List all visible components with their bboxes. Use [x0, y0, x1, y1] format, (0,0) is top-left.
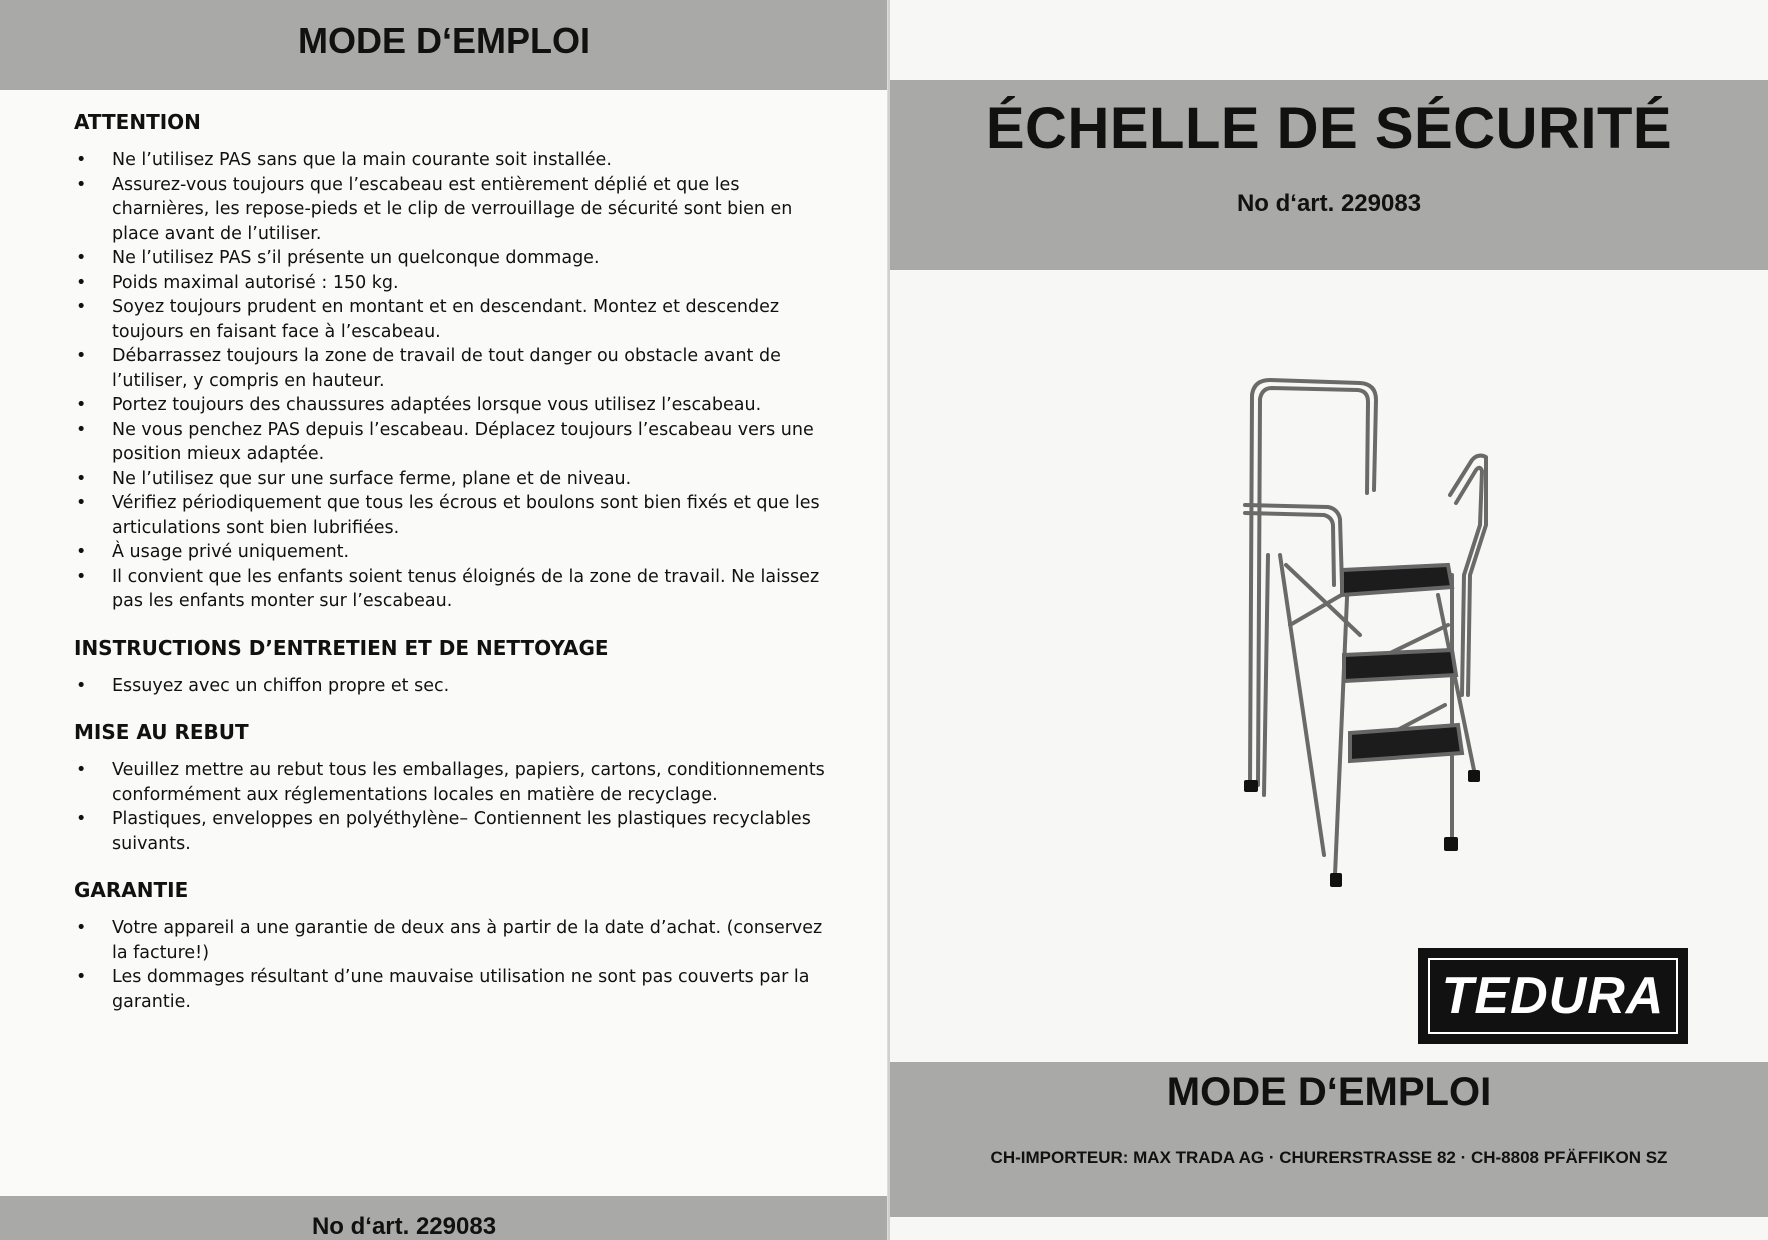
- tedura-logo: [1418, 948, 1688, 1044]
- bullet-list: [70, 148, 830, 614]
- product-title: ÉCHELLE DE SÉCURITÉ: [985, 96, 1673, 161]
- bullet-list: [70, 674, 830, 699]
- importer-address: CH-IMPORTEUR: MAX TRADA AG · CHURERSTRASSE 82 · CH-8808 PFÄFFIKON SZ: [990, 1148, 1668, 1167]
- section: [70, 110, 830, 614]
- section-title: MISE AU REBUT: [74, 720, 249, 744]
- bullet-item: • Votre appareil a une garantie de deux ans à partir de la date d’achat. (conservez la facture!): [70, 916, 830, 965]
- section-title: INSTRUCTIONS D’ENTRETIEN ET DE NETTOYAGE: [74, 635, 609, 660]
- section: [70, 720, 830, 856]
- section-title: ATTENTION: [74, 110, 201, 134]
- left-footer-article-number: No d‘art. 229083: [311, 1213, 497, 1240]
- bottom-title: MODE D‘EMPLOI: [1166, 1070, 1492, 1114]
- bullet-item: • Ne l’utilisez PAS s’il présente un quelconque dommage.: [70, 246, 830, 271]
- section: [70, 636, 830, 699]
- bullet-item: • Assurez-vous toujours que l’escabeau est entièrement déplié et que les charnières, les repose-pieds et le clip de verrouillage de sécurité sont bien en place avant de l’utiliser.: [70, 173, 830, 247]
- instructions-body: [70, 110, 830, 1036]
- section-title: GARANTIE: [74, 878, 189, 902]
- bullet-item: • Veuillez mettre au rebut tous les emballages, papiers, cartons, conditionnements conformément aux réglementations locales en matière de recyclage.: [70, 758, 830, 807]
- bullet-list: [70, 758, 830, 856]
- bullet-item: • Ne l’utilisez que sur une surface ferme, plane et de niveau.: [70, 467, 830, 492]
- right-page: [890, 0, 1768, 1240]
- bullet-item: • Portez toujours des chaussures adaptées lorsque vous utilisez l’escabeau.: [70, 393, 830, 418]
- bullet-item: • À usage privé uniquement.: [70, 540, 830, 565]
- left-header-title: MODE D‘EMPLOI: [297, 20, 590, 61]
- bullet-item: • Il convient que les enfants soient tenus éloignés de la zone de travail. Ne laissez pas les enfants monter sur l’escabeau.: [70, 565, 830, 614]
- step-ladder-illustration: [1220, 375, 1540, 915]
- bullet-item: • Ne l’utilisez PAS sans que la main courante soit installée.: [70, 148, 830, 173]
- article-number: No d‘art. 229083: [1236, 190, 1422, 217]
- bullet-item: • Débarrassez toujours la zone de travail de tout danger ou obstacle avant de l’utiliser, y compris en hauteur.: [70, 344, 830, 393]
- section: [70, 878, 830, 1014]
- bullet-list: [70, 916, 830, 1014]
- logo-text: TEDURA: [1441, 967, 1665, 1025]
- bullet-item: • Soyez toujours prudent en montant et en descendant. Montez et descendez toujours en faisant face à l’escabeau.: [70, 295, 830, 344]
- bullet-item: • Ne vous penchez PAS depuis l’escabeau. Déplacez toujours l’escabeau vers une position mieux adaptée.: [70, 418, 830, 467]
- bullet-item: • Poids maximal autorisé : 150 kg.: [70, 271, 830, 296]
- bullet-item: • Plastiques, enveloppes en polyéthylène– Contiennent les plastiques recyclables suivants.: [70, 807, 830, 856]
- bullet-item: • Essuyez avec un chiffon propre et sec.: [70, 674, 830, 699]
- bullet-item: • Vérifiez périodiquement que tous les écrous et boulons sont bien fixés et que les articulations sont bien lubrifiées.: [70, 491, 830, 540]
- bullet-item: • Les dommages résultant d’une mauvaise utilisation ne sont pas couverts par la garantie.: [70, 965, 830, 1014]
